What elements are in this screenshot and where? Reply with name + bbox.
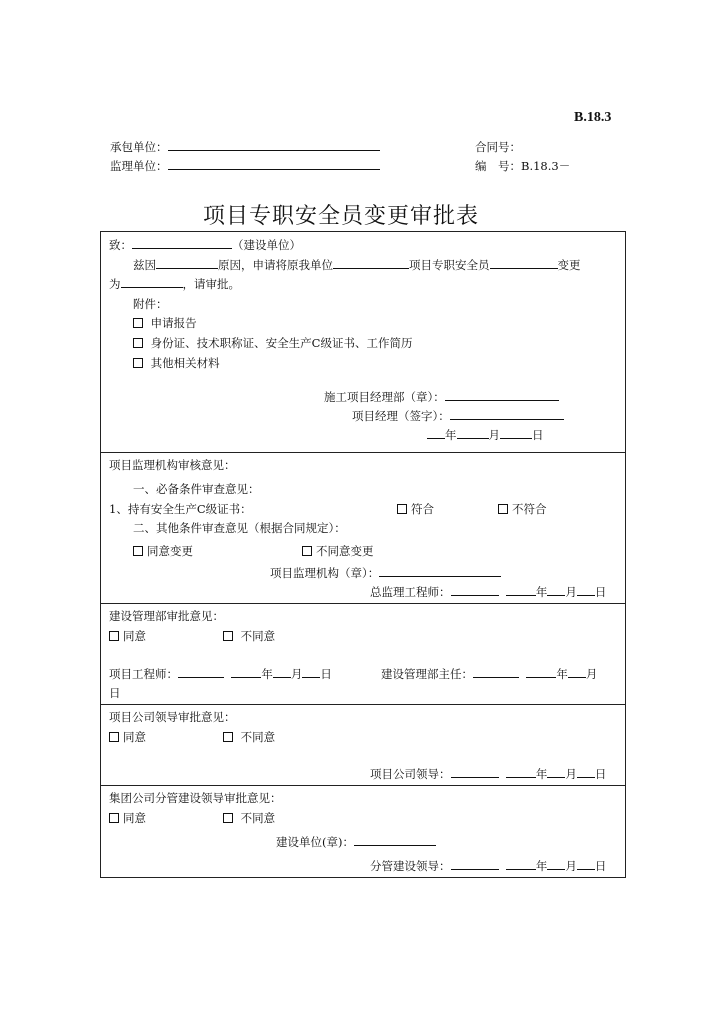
engineer-label: 项目工程师：: [109, 667, 178, 681]
dept-blank[interactable]: [445, 390, 559, 401]
unit-seal-line: [276, 835, 436, 849]
checkbox[interactable]: [397, 504, 407, 514]
manager-sign-line: [352, 409, 564, 423]
contractor-label: 承包单位：: [110, 140, 168, 154]
contractor-field: [110, 139, 380, 155]
year-blank[interactable]: [427, 428, 445, 439]
day-blank[interactable]: [302, 667, 320, 678]
checkbox[interactable]: [302, 546, 312, 556]
org-seal-line: [270, 566, 501, 580]
item2: 二、其他条件审查意见（根据合同规定）：: [133, 521, 346, 535]
section-supervision: [100, 452, 626, 604]
checkbox[interactable]: [223, 813, 233, 823]
year-blank[interactable]: [506, 859, 536, 870]
to-text: 为: [109, 277, 121, 291]
leader-label: 项目公司领导：: [370, 767, 451, 781]
checkbox[interactable]: [133, 358, 143, 368]
leader-sign-line: 项目公司领导： 年 月 日: [370, 767, 607, 781]
manager-label: 项目经理（签字）：: [352, 409, 450, 423]
attachment-item[interactable]: 其他相关材料: [133, 356, 220, 370]
year-blank[interactable]: [506, 585, 536, 596]
section-construction-mgmt: [100, 604, 626, 705]
item1: 一、必备条件审查意见：: [133, 482, 260, 496]
conform-option[interactable]: 符合: [397, 502, 434, 516]
group-leader-label: 分管建设领导：: [370, 859, 451, 873]
date-line: 年 月 日: [427, 428, 544, 442]
change-to-line: [109, 277, 240, 291]
officer-blank[interactable]: [490, 258, 558, 269]
group-heading: 集团公司分管建设领导审批意见：: [109, 791, 282, 805]
year-blank[interactable]: [506, 767, 536, 778]
checkbox[interactable]: [109, 631, 119, 641]
leader-blank[interactable]: [451, 767, 499, 778]
item1-1: 1、持有安全生产C级证书：: [109, 502, 252, 516]
disagree-option[interactable]: 不同意: [223, 811, 275, 825]
reason-text: 原因，申请将原我单位: [218, 258, 333, 272]
new-officer-blank[interactable]: [121, 277, 183, 288]
agree-option[interactable]: 同意: [109, 811, 146, 825]
group-leader-sign-line: 分管建设领导： 年 月 日: [370, 859, 607, 873]
day-blank[interactable]: [577, 585, 595, 596]
attachment-item[interactable]: 身份证、技术职称证、安全生产C级证书、工作简历: [133, 336, 412, 350]
day-blank[interactable]: [577, 767, 595, 778]
mgmt-heading: 建设管理部审批意见：: [109, 609, 224, 623]
serial-label: 编 号：: [475, 159, 521, 173]
supervisor-field: [110, 158, 380, 174]
year-blank[interactable]: [231, 667, 261, 678]
chief-sign-line: 总监理工程师： 年 月 日: [370, 585, 607, 599]
reason-blank[interactable]: [156, 258, 218, 269]
change-text: 变更: [557, 258, 581, 272]
checkbox[interactable]: [133, 318, 143, 328]
company-heading: 项目公司领导审批意见：: [109, 710, 236, 724]
month-blank[interactable]: [547, 859, 565, 870]
checkbox[interactable]: [498, 504, 508, 514]
disagree-option[interactable]: 不同意: [223, 730, 275, 744]
page-title: 项目专职安全员变更审批表: [203, 204, 480, 229]
month-blank[interactable]: [547, 585, 565, 596]
engineer-sign-line: 项目工程师： 年 月 日: [109, 667, 332, 681]
checkbox[interactable]: [223, 631, 233, 641]
checkbox[interactable]: [109, 732, 119, 742]
attachments-label: 附件：: [133, 297, 168, 311]
director-blank[interactable]: [473, 667, 519, 678]
chief-blank[interactable]: [451, 585, 499, 596]
chief-label: 总监理工程师：: [370, 585, 451, 599]
disagree-change-option[interactable]: 不同意变更: [302, 544, 374, 558]
agree-option[interactable]: 同意: [109, 730, 146, 744]
group-leader-blank[interactable]: [451, 859, 499, 870]
month-blank[interactable]: [568, 667, 586, 678]
checkbox[interactable]: [109, 813, 119, 823]
agree-option[interactable]: 同意: [109, 629, 146, 643]
serial-value: B.18.3－: [521, 159, 571, 173]
manager-blank[interactable]: [450, 409, 564, 420]
org-blank[interactable]: [379, 566, 501, 577]
request-text: ，请审批。: [182, 277, 240, 291]
checkbox[interactable]: [133, 338, 143, 348]
attachment-item[interactable]: 申请报告: [133, 316, 197, 330]
to-suffix: （建设单位）: [232, 238, 301, 252]
day-blank[interactable]: [500, 428, 532, 439]
unit-blank[interactable]: [333, 258, 409, 269]
day-wrap: 日: [109, 686, 121, 700]
unit-label: 建设单位(章)：: [276, 835, 354, 849]
contract-no-label: 合同号：: [475, 140, 521, 154]
section-group-company: [100, 786, 626, 878]
director-label: 建设管理部主任：: [381, 667, 473, 681]
form-code: B.18.3: [574, 110, 612, 125]
director-sign-line: 建设管理部主任： 年 月: [381, 667, 598, 681]
agree-change-option[interactable]: 同意变更: [133, 544, 193, 558]
section-application: [100, 231, 626, 453]
to-blank[interactable]: [132, 238, 232, 249]
unit-blank[interactable]: [354, 835, 436, 846]
engineer-blank[interactable]: [178, 667, 224, 678]
nonconform-option[interactable]: 不符合: [498, 502, 547, 516]
checkbox[interactable]: [223, 732, 233, 742]
reason-line: [133, 258, 581, 272]
month-blank[interactable]: [547, 767, 565, 778]
month-blank[interactable]: [457, 428, 489, 439]
org-label: 项目监理机构（章）：: [270, 566, 380, 580]
dept-seal-line: [324, 390, 559, 404]
to-label: 致：: [109, 238, 132, 252]
month-blank[interactable]: [273, 667, 291, 678]
supervision-heading: 项目监理机构审核意见：: [109, 458, 236, 472]
disagree-option[interactable]: 不同意: [223, 629, 275, 643]
to-line: [109, 238, 301, 252]
day-blank[interactable]: [577, 859, 595, 870]
checkbox[interactable]: [133, 546, 143, 556]
because-text: 兹因: [133, 258, 156, 272]
officer-text: 项目专职安全员: [409, 258, 490, 272]
serial-field: [475, 158, 570, 174]
section-project-company: [100, 705, 626, 786]
contractor-blank[interactable]: [168, 139, 380, 151]
supervisor-label: 监理单位：: [110, 159, 168, 173]
supervisor-blank[interactable]: [168, 158, 380, 170]
year-blank[interactable]: [526, 667, 556, 678]
dept-label: 施工项目经理部（章）：: [324, 390, 445, 404]
